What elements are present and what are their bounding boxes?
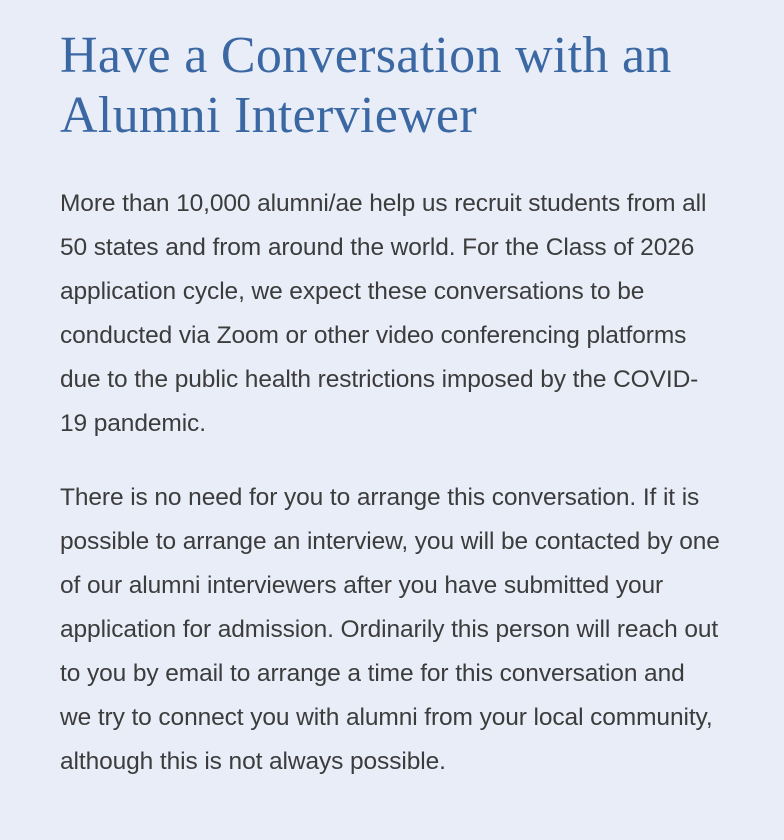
- intro-paragraph: More than 10,000 alumni/ae help us recruit students from all 50 states and from around the world. For the Class of 2026 application cycle, we expect these conversations to be conducted via Zoom or other video conferencing platforms due to the public health restrictions imposed by the COVID-19 pandemic.: [60, 190, 707, 437]
- arrangement-paragraph: There is no need for you to arrange this conversation. If it is possible to arrange an interview, you will be contacted by one of our alumni interviewers after you have submitted your application for admission. Ordinarily this person will reach out to you by email to arrange a time for this conversation and we try to connect you with alumni from your local community, although this is not always possible.: [60, 484, 720, 775]
- section-heading: Have a Conversation with an Alumni Interviewer: [60, 27, 672, 144]
